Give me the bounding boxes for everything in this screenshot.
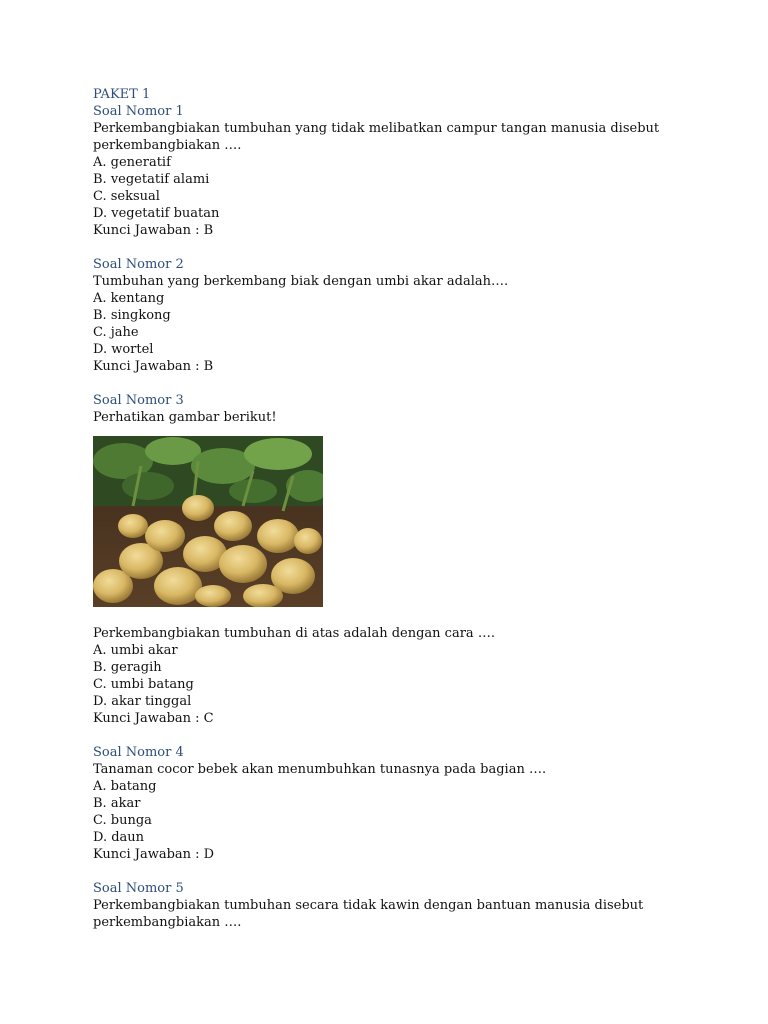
answer-option: A. kentang [93, 291, 165, 306]
answer-option: C. bunga [93, 813, 152, 828]
spacer [93, 727, 733, 744]
answer-option: D. vegetatif buatan [93, 206, 220, 221]
spacer [93, 239, 733, 256]
answer-option: A. generatif [93, 155, 171, 170]
answer-key: Kunci Jawaban : B [93, 223, 214, 238]
question-heading: Soal Nomor 5 [93, 881, 184, 896]
answer-option: A. batang [93, 779, 157, 794]
question-heading: Soal Nomor 1 [93, 104, 184, 119]
question-block-2 [93, 256, 733, 375]
question-text: Perkembangbiakan tumbuhan di atas adalah dengan cara …. [93, 626, 495, 641]
spacer [93, 863, 733, 880]
answer-option: D. wortel [93, 342, 154, 357]
answer-option: A. umbi akar [93, 643, 178, 658]
question-block-4 [93, 744, 733, 863]
question-text: perkembangbiakan …. [93, 915, 242, 930]
question-heading: Soal Nomor 3 [93, 393, 184, 408]
answer-option: C. seksual [93, 189, 160, 204]
answer-option: C. umbi batang [93, 677, 194, 692]
question-text: Perkembangbiakan tumbuhan secara tidak kawin dengan bantuan manusia disebut [93, 898, 644, 913]
question-heading: Soal Nomor 4 [93, 745, 184, 760]
answer-option: B. geragih [93, 660, 162, 675]
question-text: perkembangbiakan …. [93, 138, 242, 153]
spacer [93, 375, 733, 392]
question-block-5 [93, 880, 733, 931]
question-text: Perkembangbiakan tumbuhan yang tidak melibatkan campur tangan manusia disebut [93, 121, 660, 136]
question-intro: Perhatikan gambar berikut! [93, 410, 277, 425]
paket-title: PAKET 1 [93, 87, 151, 102]
document-page [93, 86, 733, 931]
question-text: Tanaman cocor bebek akan menumbuhkan tunasnya pada bagian …. [93, 762, 547, 777]
answer-option: B. akar [93, 796, 141, 811]
answer-option: B. vegetatif alami [93, 172, 210, 187]
potato-photo [93, 436, 323, 607]
answer-key: Kunci Jawaban : B [93, 359, 214, 374]
question-block-3 [93, 392, 733, 727]
answer-option: C. jahe [93, 325, 139, 340]
question-text: Tumbuhan yang berkembang biak dengan umbi akar adalah…. [93, 274, 509, 289]
answer-option: B. singkong [93, 308, 171, 323]
answer-option: D. daun [93, 830, 145, 845]
question-block-1 [93, 103, 733, 239]
answer-key: Kunci Jawaban : C [93, 711, 214, 726]
answer-key: Kunci Jawaban : D [93, 847, 215, 862]
answer-option: D. akar tinggal [93, 694, 192, 709]
question-heading: Soal Nomor 2 [93, 257, 184, 272]
